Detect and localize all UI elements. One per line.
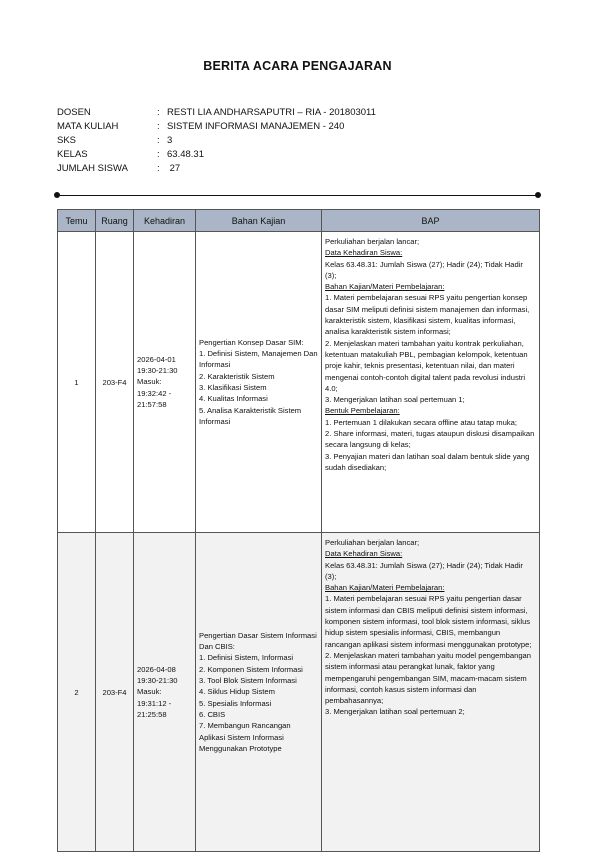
bahan-kajian-line: 1. Definisi Sistem, Informasi	[199, 653, 294, 663]
info-separator: :	[157, 121, 160, 132]
cell-kehadiran	[134, 232, 196, 533]
kehadiran-line: 19:32:42 -	[137, 388, 172, 398]
bap-line: 2. Share informasi, materi, tugas ataupun diskusi disampaikan secara langsung di kelas;	[325, 429, 535, 450]
bap-line: Perkuliahan berjalan lancar;	[325, 538, 420, 547]
bahan-kajian-line: 3. Klasifikasi Sistem	[199, 383, 267, 392]
bap-line: 3. Mengerjakan latihan soal pertemuan 1;	[325, 395, 465, 405]
bahan-kajian-line: Pengertian Dasar Sistem Informasi Dan CBIS:	[199, 630, 317, 652]
kehadiran-line: 21:25:58	[137, 709, 167, 719]
cell-temu: 1	[58, 232, 96, 533]
kehadiran-line: Masuk:	[137, 377, 162, 387]
cell-kehadiran	[134, 533, 196, 852]
bap-line: Kelas 63.48.31: Jumlah Siswa (27); Hadir (24); Tidak Hadir (3);	[325, 560, 523, 581]
info-separator: :	[157, 163, 160, 174]
info-label: JUMLAH SISWA	[57, 163, 128, 174]
bap-heading: Bentuk Pembelajaran:	[325, 406, 400, 416]
info-label: SKS	[57, 135, 77, 146]
cell-bap	[322, 232, 540, 533]
kehadiran-line: 19:30-21:30	[137, 676, 178, 686]
bap-line: 2. Menjelaskan materi tambahan yaitu model pengembangan sistem informasi atau perangkat lunak, faktor yang mempengaruhi pengembangan SIM, macam-macam sistem informasi, contoh kasus sistem informasi dan pembahasannya;	[325, 650, 532, 706]
bahan-kajian-line: 6. CBIS	[199, 709, 226, 719]
course-info	[57, 106, 376, 176]
bap-line: 1. Materi pembelajaran sesuai RPS yaitu pengertian konsep dasar SIM meliputi definisi sistem manajemen dan informasi, karakteristik sistem, klasifikasi sistem, kualitas informasi, analisa karakteristik sistem informasi;	[325, 293, 530, 337]
bap-line: 3. Penyajian materi dan latihan soal dalam bentuk slide yang sudah disediakan;	[325, 451, 530, 472]
bap-line: 3. Mengerjakan latihan soal pertemuan 2;	[325, 707, 465, 717]
table-row	[58, 232, 540, 533]
kehadiran-line: 19:31:12 -	[137, 698, 172, 708]
document-title: BERITA ACARA PENGAJARAN	[203, 59, 392, 73]
bahan-kajian-line: Pengertian Konsep Dasar SIM:	[199, 337, 304, 347]
bap-line: Kelas 63.48.31: Jumlah Siswa (27); Hadir (24); Tidak Hadir (3);	[325, 259, 523, 280]
info-row	[57, 120, 376, 134]
info-row	[57, 106, 376, 120]
bap-heading: Bahan Kajian/Materi Pembelajaran:	[325, 282, 445, 292]
kehadiran-text	[134, 351, 195, 413]
bap-table	[57, 209, 540, 852]
bahan-kajian-line: 2. Komponen Sistem Informasi	[199, 664, 303, 674]
bap-heading: Data Kehadiran Siswa:	[325, 549, 403, 559]
info-value: 27	[167, 163, 181, 174]
info-label: DOSEN	[57, 107, 91, 118]
kehadiran-line: Masuk:	[137, 687, 162, 697]
kehadiran-line: 19:30-21:30	[137, 366, 178, 376]
bahan-kajian-text	[196, 627, 321, 757]
bahan-kajian-line: 4. Siklus Hidup Sistem	[199, 687, 275, 697]
table-row	[58, 533, 540, 852]
header-bahan-kajian: Bahan Kajian	[196, 210, 322, 232]
divider-rule	[57, 195, 538, 196]
bahan-kajian-line: 3. Tool Blok Sistem Informasi	[199, 676, 297, 686]
bahan-kajian-line: 5. Spesialis Informasi	[199, 698, 272, 708]
bahan-kajian-text	[196, 334, 321, 430]
info-value: RESTI LIA ANDHARSAPUTRI – RIA - 201803011	[167, 107, 376, 118]
bahan-kajian-line: 4. Kualitas Informasi	[199, 394, 268, 404]
info-row	[57, 148, 376, 162]
header-temu: Temu	[58, 210, 96, 232]
bap-heading: Data Kehadiran Siswa:	[325, 248, 403, 258]
header-bap: BAP	[322, 210, 540, 232]
kehadiran-text	[134, 661, 195, 723]
cell-ruang: 203-F4	[96, 533, 134, 852]
bap-line: 1. Pertemuan 1 dilakukan secara offline atau tatap muka;	[325, 417, 517, 427]
info-value: 3	[167, 135, 173, 146]
cell-bahan-kajian	[196, 533, 322, 852]
bap-line: 1. Materi pembelajaran sesuai RPS yaitu pengertian dasar sistem informasi dan CBIS meliputi definisi sistem informasi, komponen sistem informasi, tool blok sistem informasi, siklus hidup sistem spesialis informasi, CBIS, membangun rancangan aplikasi sistem informasi menggunakan prototype;	[325, 594, 532, 649]
cell-bap	[322, 533, 540, 852]
cell-ruang: 203-F4	[96, 232, 134, 533]
bahan-kajian-line: 2. Karakteristik Sistem	[199, 371, 275, 381]
info-value: 63.48.31	[167, 149, 204, 160]
cell-temu: 2	[58, 533, 96, 852]
rule-right-dot	[535, 192, 541, 198]
cell-bahan-kajian	[196, 232, 322, 533]
header-kehadiran: Kehadiran	[134, 210, 196, 232]
info-row	[57, 162, 376, 176]
kehadiran-line: 2026-04-08	[137, 664, 176, 674]
info-separator: :	[157, 135, 160, 146]
bap-text	[322, 232, 539, 477]
header-ruang: Ruang	[96, 210, 134, 232]
info-label: MATA KULIAH	[57, 121, 119, 132]
kehadiran-line: 21:57:58	[137, 399, 167, 409]
info-value: SISTEM INFORMASI MANAJEMEN - 240	[167, 121, 345, 132]
bap-line: 2. Menjelaskan materi tambahan yaitu kontrak perkuliahan, ketentuan matakuliah PBL, pembagian kelompok, ketentuan proje kahir, teknis presentasi, ketentuan nilai, dan materi mengenai contoh-contoh digital talent pada revolusi industri 4.0;	[325, 338, 528, 393]
bahan-kajian-line: 5. Analisa Karakteristik Sistem Informasi	[199, 405, 302, 426]
bap-line: Perkuliahan berjalan lancar;	[325, 237, 420, 246]
info-row	[57, 134, 376, 148]
bahan-kajian-line: 7. Membangun Rancangan Aplikasi Sistem Informasi Menggunakan Prototype	[199, 721, 291, 753]
table-header-row	[58, 210, 540, 232]
info-separator: :	[157, 107, 160, 118]
info-separator: :	[157, 149, 160, 160]
info-label: KELAS	[57, 149, 88, 160]
bap-text	[322, 533, 539, 722]
bahan-kajian-line: 1. Definisi Sistem, Manajemen Dan Informasi	[199, 349, 318, 370]
bap-heading: Bahan Kajian/Materi Pembelajaran:	[325, 583, 445, 593]
kehadiran-line: 2026-04-01	[137, 354, 176, 364]
